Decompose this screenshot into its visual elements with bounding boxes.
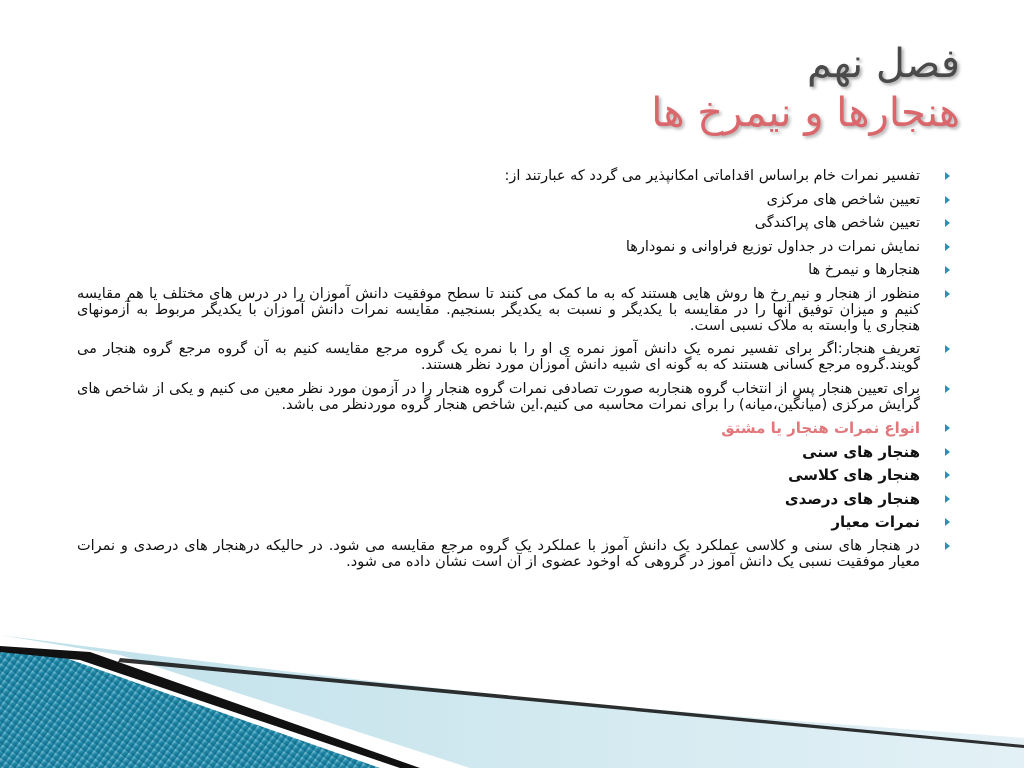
bullet-text: برای تعیین هنجار پس از انتخاب گروه هنجاربه صورت تصادفی نمرات گروه هنجار را در آزمون مورد نظر معین می کنیم و یکی از شاخص های گرایش مرکزی (میانگین،میانه) را برای نمرات محاسبه می کنیم.این شاخص هنجار گروه موردنظر می باشد. xyxy=(77,380,920,413)
bullet-arrow-icon xyxy=(945,219,950,227)
bullet-item xyxy=(77,262,932,278)
bullet-text: در هنجار های سنی و کلاسی عملکرد یک دانش آموز با عملکرد یک گروه مرجع مقایسه می شود. در حالیکه درهنجار های درصدی و نمرات معیار موفقیت نسبی یک دانش آموز در گروهی که اوخود عضوی از آن است نشان داده می شود. xyxy=(77,537,920,570)
bullet-item xyxy=(77,514,932,530)
bullet-text: تعریف هنجار:اگر برای تفسیر نمره یک دانش آموز نمره ی او را با نمره یک گروه مرجع مقایسه کنیم به آن گروه مرجع گروه هنجار می گویند.گروه مرجع کسانی هستند که به گونه ای شبیه دانش آموزان مورد نظر هستند. xyxy=(77,341,920,373)
bullet-arrow-icon xyxy=(945,495,950,503)
bullet-text: هنجار های کلاسی xyxy=(788,466,920,484)
bullet-item xyxy=(77,341,932,373)
bullet-text: تعیین شاخص های مرکزی xyxy=(766,191,920,208)
bullet-item xyxy=(77,467,932,483)
bullet-text: منظور از هنجار و نیم رخ ها روش هایی هستند که به ما کمک می کنند تا سطح موفقیت دانش آموزان را در درس های مختلف یا هم مقایسه کنیم و میزان توفیق آنها را در مقایسه با یکدیگر و نسبت به یکدیگر بسنجیم. مقایسه نمرات دانش آموزان با یکدیگر مربوط به آزمونهای هنجاری یا وابسته به ملاک نسبی است. xyxy=(77,285,920,334)
decorative-wave xyxy=(0,560,1024,768)
bullet-item xyxy=(77,381,932,413)
title-block xyxy=(260,38,960,140)
bullet-arrow-icon xyxy=(945,542,950,550)
bullet-arrow-icon xyxy=(945,518,950,526)
bullet-arrow-icon xyxy=(945,424,950,432)
slide-subtitle: هنجارها و نیمرخ ها xyxy=(651,90,960,136)
bullet-item xyxy=(77,444,932,460)
bullet-arrow-icon xyxy=(945,290,950,298)
bullet-text: هنجار های سنی xyxy=(802,442,920,461)
bullet-text: انواع نمرات هنجار یا مشتق xyxy=(721,419,920,437)
bullet-text: نمرات معیار xyxy=(831,513,920,531)
bullet-item xyxy=(77,192,932,208)
bullet-arrow-icon xyxy=(945,345,950,353)
bullet-arrow-icon xyxy=(945,385,950,393)
bullet-item xyxy=(77,491,932,507)
bullet-list xyxy=(77,168,932,570)
bullet-item-heading xyxy=(77,420,932,436)
bullet-arrow-icon xyxy=(945,266,950,274)
bullet-item xyxy=(77,239,932,255)
bullet-item xyxy=(77,286,932,334)
bullet-item xyxy=(77,168,932,184)
bullet-text: تعیین شاخص های پراکندگی xyxy=(754,215,920,231)
bullet-content xyxy=(77,168,932,577)
bullet-arrow-icon xyxy=(945,243,950,251)
bullet-item xyxy=(77,215,932,231)
bullet-arrow-icon xyxy=(945,471,950,479)
bullet-arrow-icon xyxy=(945,448,950,456)
bullet-arrow-icon xyxy=(945,196,950,204)
bullet-text: تفسیر نمرات خام براساس اقداماتی امکانپذیر می گردد که عبارتند از: xyxy=(504,168,920,184)
slide-title: فصل نهم xyxy=(806,41,960,87)
bullet-text: هنجار های درصدی xyxy=(784,489,920,508)
bullet-arrow-icon xyxy=(945,172,950,180)
bullet-text: هنجارها و نیمرخ ها xyxy=(808,262,920,278)
bullet-text: نمایش نمرات در جداول توزیع فراوانی و نمودارها xyxy=(625,238,920,255)
